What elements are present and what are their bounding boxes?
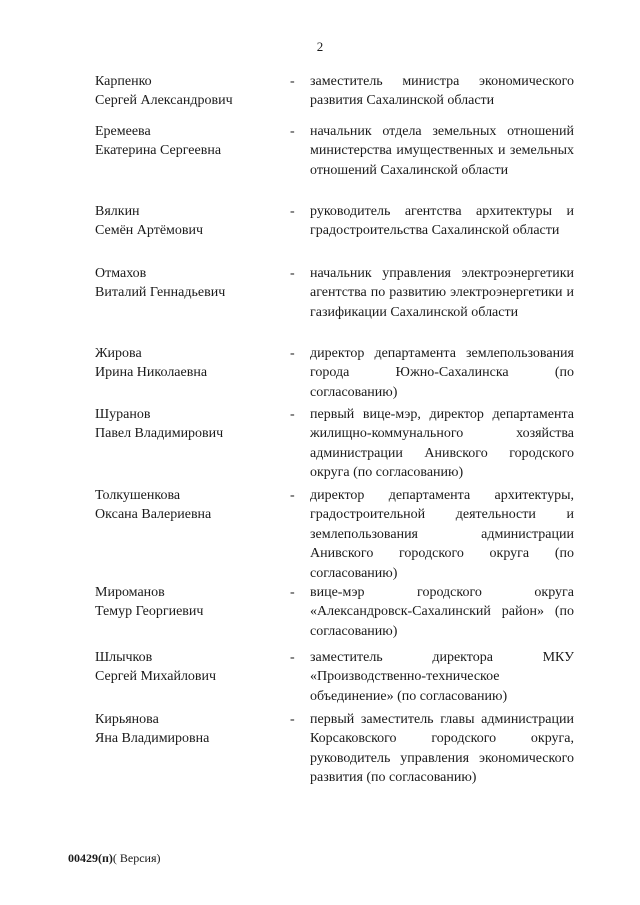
dash-separator: -	[290, 204, 295, 219]
member-surname: Кирьянова	[95, 712, 159, 727]
member-given-name: Семён Артёмович	[95, 223, 204, 238]
dash-separator: -	[290, 712, 295, 727]
member-surname: Еремеева	[95, 124, 151, 139]
member-surname: Мироманов	[95, 585, 165, 600]
document-code: 00429(п)	[68, 851, 113, 865]
member-given-name: Екатерина Сергеевна	[95, 143, 222, 158]
member-given-name: Оксана Валериевна	[95, 507, 212, 522]
member-surname: Толкушенкова	[95, 488, 181, 503]
member-role: заместитель министра экономического развития Сахалинской области	[310, 74, 574, 109]
member-name	[95, 648, 280, 686]
member-given-name: Виталий Геннадьевич	[95, 285, 226, 300]
member-role: вице-мэр городского округа «Александровск-Сахалинский район» (по согласованию)	[310, 585, 574, 639]
member-role: начальник управления электроэнергетики агентства по развитию электроэнергетики и газификации Сахалинской области	[310, 266, 574, 320]
member-surname: Карпенко	[95, 74, 152, 89]
member-name	[95, 72, 280, 110]
member-surname: Жирова	[95, 346, 142, 361]
member-given-name: Яна Владимировна	[95, 731, 210, 746]
member-given-name: Ирина Николаевна	[95, 365, 208, 380]
member-name	[95, 122, 280, 160]
dash-separator: -	[290, 650, 295, 665]
member-given-name: Сергей Александрович	[95, 93, 233, 108]
member-surname: Вялкин	[95, 204, 140, 219]
dash-separator: -	[290, 74, 295, 89]
member-surname: Шуранов	[95, 407, 151, 422]
dash-separator: -	[290, 124, 295, 139]
member-surname: Шлычков	[95, 650, 153, 665]
dash-separator: -	[290, 407, 295, 422]
document-version: ( Версия)	[112, 851, 161, 865]
member-name	[95, 202, 280, 240]
member-role: директор департамента архитектуры, градостроительной деятельности и землепользования администрации Анивского городского округа (по согласованию)	[310, 488, 574, 581]
member-given-name: Темур Георгиевич	[95, 604, 204, 619]
member-surname: Отмахов	[95, 266, 147, 281]
dash-separator: -	[290, 346, 295, 361]
member-name	[95, 264, 280, 302]
dash-separator: -	[290, 266, 295, 281]
member-given-name: Павел Владимирович	[95, 426, 224, 441]
member-role: первый вице-мэр, директор департамента жилищно-коммунального хозяйства администрации Анивского городского округа (по согласованию)	[310, 407, 574, 481]
member-role: руководитель агентства архитектуры и градостроительства Сахалинской области	[310, 204, 574, 239]
dash-separator: -	[290, 585, 295, 600]
member-role: первый заместитель главы администрации Корсаковского городского округа, руководитель управления экономического развития (по согласованию)	[310, 712, 574, 786]
member-role: директор департамента землепользования города Южно-Сахалинска (по согласованию)	[310, 346, 574, 400]
member-name	[95, 405, 280, 443]
member-role: заместитель директора МКУ «Производственно-техническое объединение» (по согласованию)	[310, 650, 574, 704]
member-name	[95, 710, 280, 748]
page-number: 2	[316, 39, 324, 54]
dash-separator: -	[290, 488, 295, 503]
member-name	[95, 583, 280, 621]
document-footer	[68, 851, 161, 866]
member-role: начальник отдела земельных отношений министерства имущественных и земельных отношений Сахалинской области	[310, 124, 574, 178]
member-name	[95, 344, 280, 382]
member-name	[95, 486, 280, 524]
member-given-name: Сергей Михайлович	[95, 669, 217, 684]
